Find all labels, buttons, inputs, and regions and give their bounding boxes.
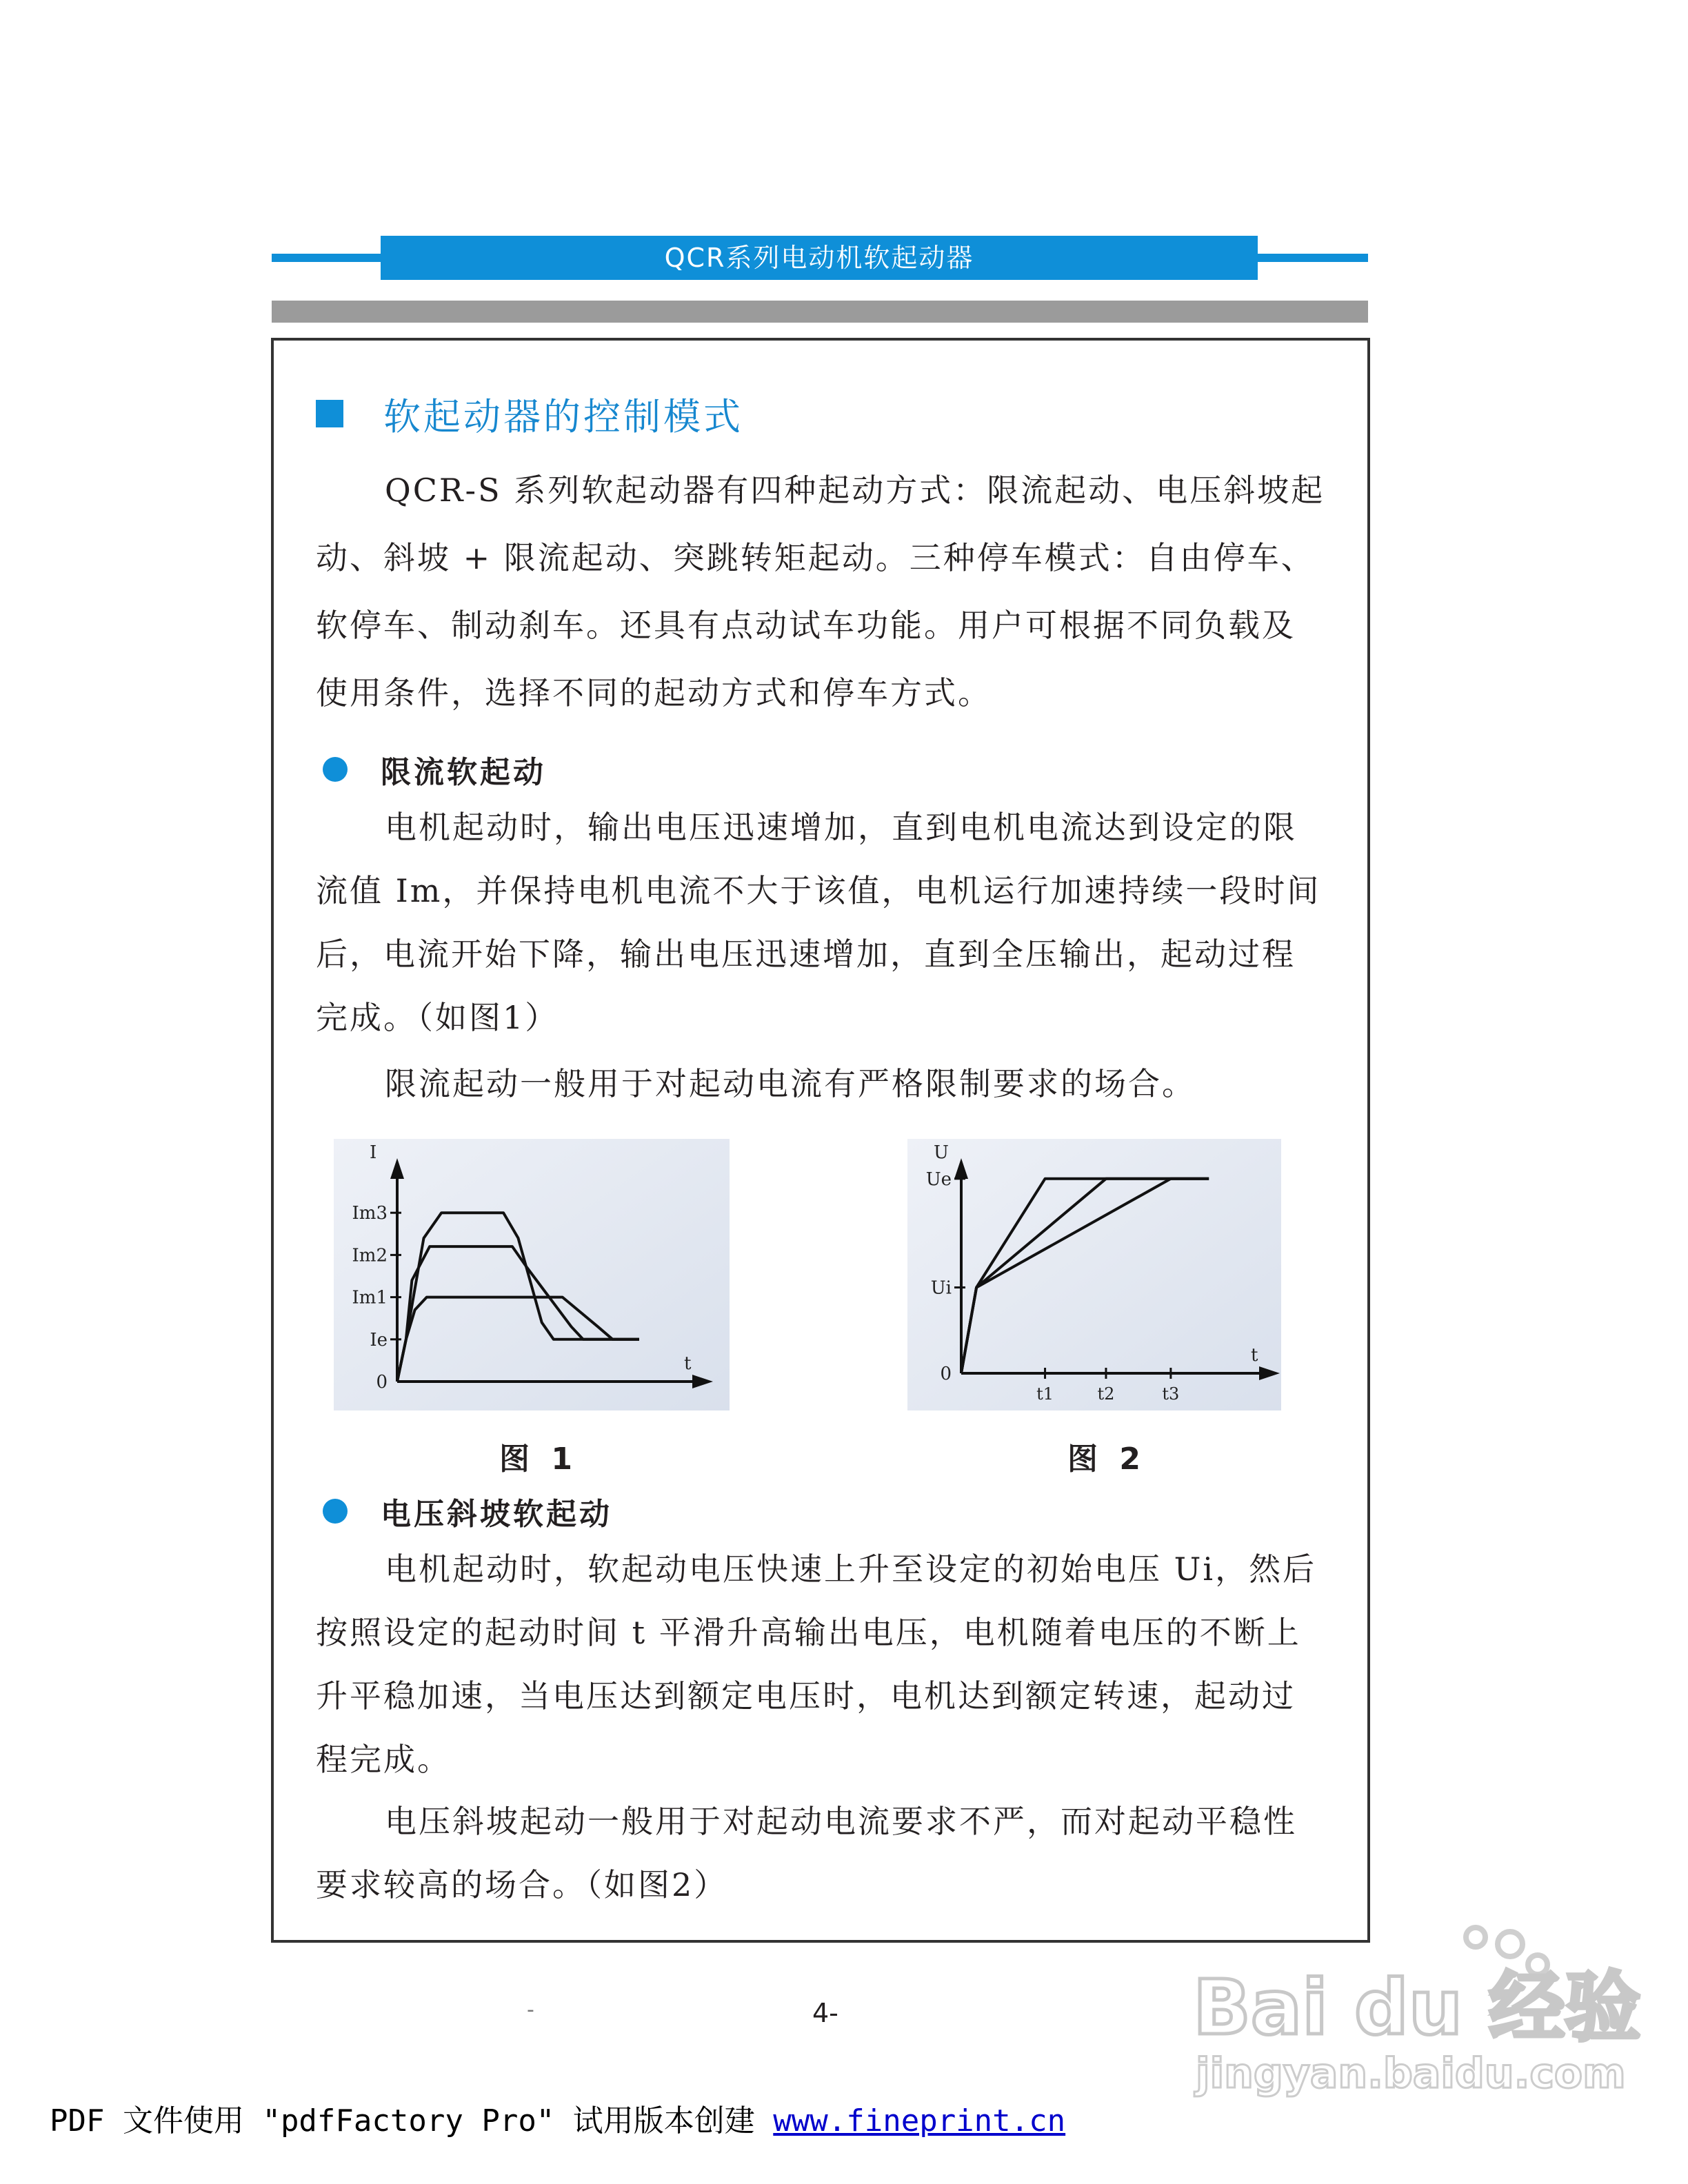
x-axis-label: t: [684, 1353, 692, 1374]
header-title: QCR系列电动机软起动器: [381, 236, 1258, 280]
subsection-title-voltage-ramp: 电压斜坡软起动: [381, 1497, 612, 1532]
baidu-watermark-logo: [1186, 1917, 1641, 2110]
section-intro: QCR-S 系列软起动器有四种起动方式：限流起动、电压斜坡起动、斜坡 + 限流起动、突跳转矩起动。三种停车模式：自由停车、软停车、制动刹车。还具有点动试车功能。用户可根据不同负载及使用条件，选择不同的起动方式和停车方式。: [316, 472, 1325, 711]
subsection-title-current-limit: 限流软起动: [381, 755, 546, 790]
y-axis-label: I: [370, 1142, 377, 1163]
footer-link[interactable]: www.fineprint.cn: [773, 2103, 1066, 2138]
x-axis-label: t: [1251, 1345, 1258, 1366]
section-title: 软起动器的控制模式: [383, 395, 743, 438]
voltage-ramp-usage: 电压斜坡起动一般用于对起动电流要求不严，而对起动平稳性要求较高的场合。（如图2）: [316, 1803, 1297, 1903]
y-tick-label: Im1: [352, 1287, 388, 1308]
y-tick-label: Ie: [370, 1329, 388, 1351]
figure-2-chart: [907, 1139, 1281, 1410]
figure-2-caption: 图 2: [1067, 1442, 1146, 1477]
pdf-footer: [50, 2096, 1065, 2140]
y-tick-label: 0: [376, 1372, 388, 1393]
watermark-brand: Bai du 经验: [1193, 1963, 1641, 2052]
y-tick-label: 0: [940, 1364, 952, 1384]
header-grey-bar: [272, 301, 1368, 323]
watermark-url: jingyan.baidu.com: [1196, 2050, 1626, 2098]
y-tick-label: Im2: [352, 1245, 388, 1266]
page-left-mark: -: [527, 1998, 534, 2022]
footer-text: PDF 文件使用 "pdfFactory Pro" 试用版本创建: [50, 2103, 774, 2138]
figure-1-caption: 图 1: [499, 1442, 578, 1477]
circle-bullet-icon: [323, 1499, 348, 1524]
figure-1-chart: [334, 1139, 730, 1410]
current-limit-paragraph: 电机起动时，输出电压迅速增加，直到电机电流达到设定的限流值 Im，并保持电机电流不大于该值，电机运行加速持续一段时间后，电流开始下降，输出电压迅速增加，直到全压输出，起动过程完成。（如图1）: [316, 809, 1321, 1036]
x-tick-label: t2: [1097, 1384, 1115, 1404]
x-tick-label: t1: [1036, 1384, 1054, 1404]
y-tick-label: Im3: [352, 1203, 388, 1224]
y-axis-label: U: [934, 1142, 949, 1163]
circle-bullet-icon: [323, 757, 348, 782]
voltage-ramp-paragraph: 电机起动时，软起动电压快速上升至设定的初始电压 Ui，然后按照设定的起动时间 t 平滑升高输出电压，电机随着电压的不断上升平稳加速，当电压达到额定电压时，电机达到额定转速，起动过程完成。: [316, 1550, 1317, 1778]
current-limit-usage: 限流起动一般用于对起动电流有严格限制要求的场合。: [385, 1065, 1196, 1102]
square-bullet-icon: [316, 400, 343, 427]
page-number: 4-: [812, 1998, 838, 2028]
y-tick-label: Ue: [925, 1169, 952, 1190]
y-tick-label: Ui: [930, 1277, 952, 1299]
x-tick-label: t3: [1162, 1384, 1180, 1404]
